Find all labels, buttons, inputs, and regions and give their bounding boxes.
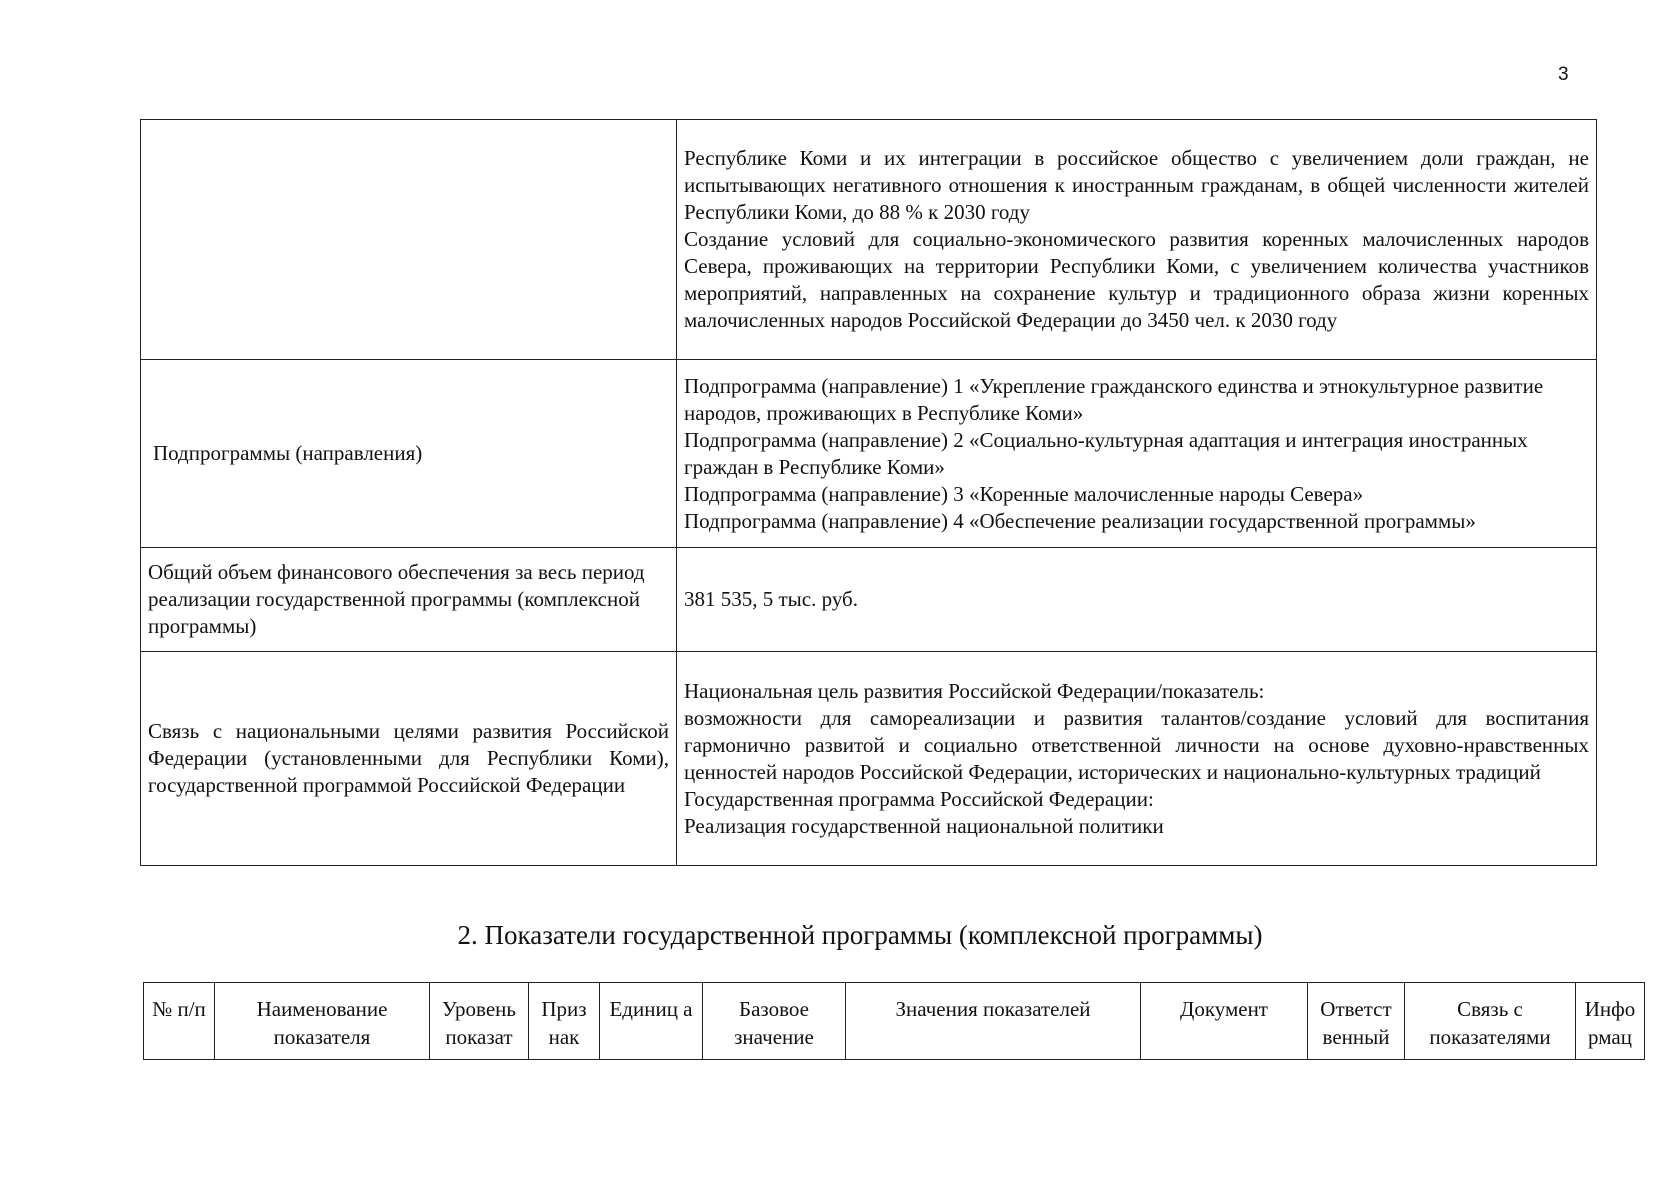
national-goal-line: возможности для самореализации и развития талантов/создание условий для воспитания гармонично развитой и социально ответственной личности на основе духовно-нравственных ценностей народов Российской Федерации, исторических и национально-культурных традиций	[684, 705, 1589, 784]
program-passport-table	[140, 119, 1597, 866]
goal-paragraph: Республике Коми и их интеграции в российское общество с увеличением доли граждан, не испытывающих негативного отношения к иностранным гражданам, в общей численности жителей Республики Коми, до 88 % к 2030 году	[684, 146, 1589, 224]
column-header: № п/п	[144, 983, 215, 1060]
table-header-row	[144, 983, 1645, 1060]
national-goal-line: Национальная цель развития Российской Федерации/показатель:	[684, 678, 1265, 703]
column-header: Значения показателей	[846, 983, 1141, 1060]
passport-row-label: Подпрограммы (направления)	[141, 360, 677, 548]
column-header: Инфо рмац	[1576, 983, 1645, 1060]
table-row	[141, 548, 1597, 652]
table-row	[141, 120, 1597, 360]
passport-row-label: Связь с национальными целями развития Российской Федерации (установленными для Республики Коми), государственной программой Российской Федерации	[141, 652, 677, 866]
page-number: 3	[1558, 64, 1569, 85]
passport-row-label	[141, 120, 677, 360]
passport-row-value	[677, 120, 1597, 360]
national-goal-line: Государственная программа Российской Федерации:	[684, 786, 1154, 811]
passport-row-value: 381 535, 5 тыс. руб.	[677, 548, 1597, 652]
goal-paragraph: Создание условий для социально-экономического развития коренных малочисленных народов Севера, проживающих на территории Республики Коми, с увеличением количества участников мероприятий, направленных на сохранение культур и традиционного образа жизни коренных малочисленных народов Российской Федерации до 3450 чел. к 2030 году	[684, 227, 1589, 332]
column-header: Приз нак	[529, 983, 600, 1060]
column-header: Уровень показат	[430, 983, 529, 1060]
section-title: 2. Показатели государственной программы (комплексной программы)	[457, 920, 1263, 950]
national-goal-line: Реализация государственной национальной политики	[684, 813, 1164, 838]
column-header: Ответст венный	[1308, 983, 1405, 1060]
table-row	[141, 652, 1597, 866]
passport-row-value	[677, 360, 1597, 548]
column-header: Связь с показателями	[1405, 983, 1576, 1060]
subprogram-item: Подпрограмма (направление) 4 «Обеспечение реализации государственной программы»	[684, 508, 1476, 533]
column-header: Наименование показателя	[215, 983, 430, 1060]
subprogram-item: Подпрограмма (направление) 3 «Коренные малочисленные народы Севера»	[684, 481, 1364, 506]
passport-row-label: Общий объем финансового обеспечения за весь период реализации государственной программы (комплексной программы)	[141, 548, 677, 652]
passport-row-value	[677, 652, 1597, 866]
column-header: Единиц а	[600, 983, 703, 1060]
indicators-table	[143, 982, 1645, 1060]
subprogram-item: Подпрограмма (направление) 1 «Укрепление гражданского единства и этнокультурное развитие народов, проживающих в Республике Коми»	[684, 373, 1544, 425]
subprogram-item: Подпрограмма (направление) 2 «Социально-культурная адаптация и интеграция иностранных граждан в Республике Коми»	[684, 427, 1528, 479]
column-header: Документ	[1141, 983, 1308, 1060]
table-row	[141, 360, 1597, 548]
column-header: Базовое значение	[703, 983, 846, 1060]
